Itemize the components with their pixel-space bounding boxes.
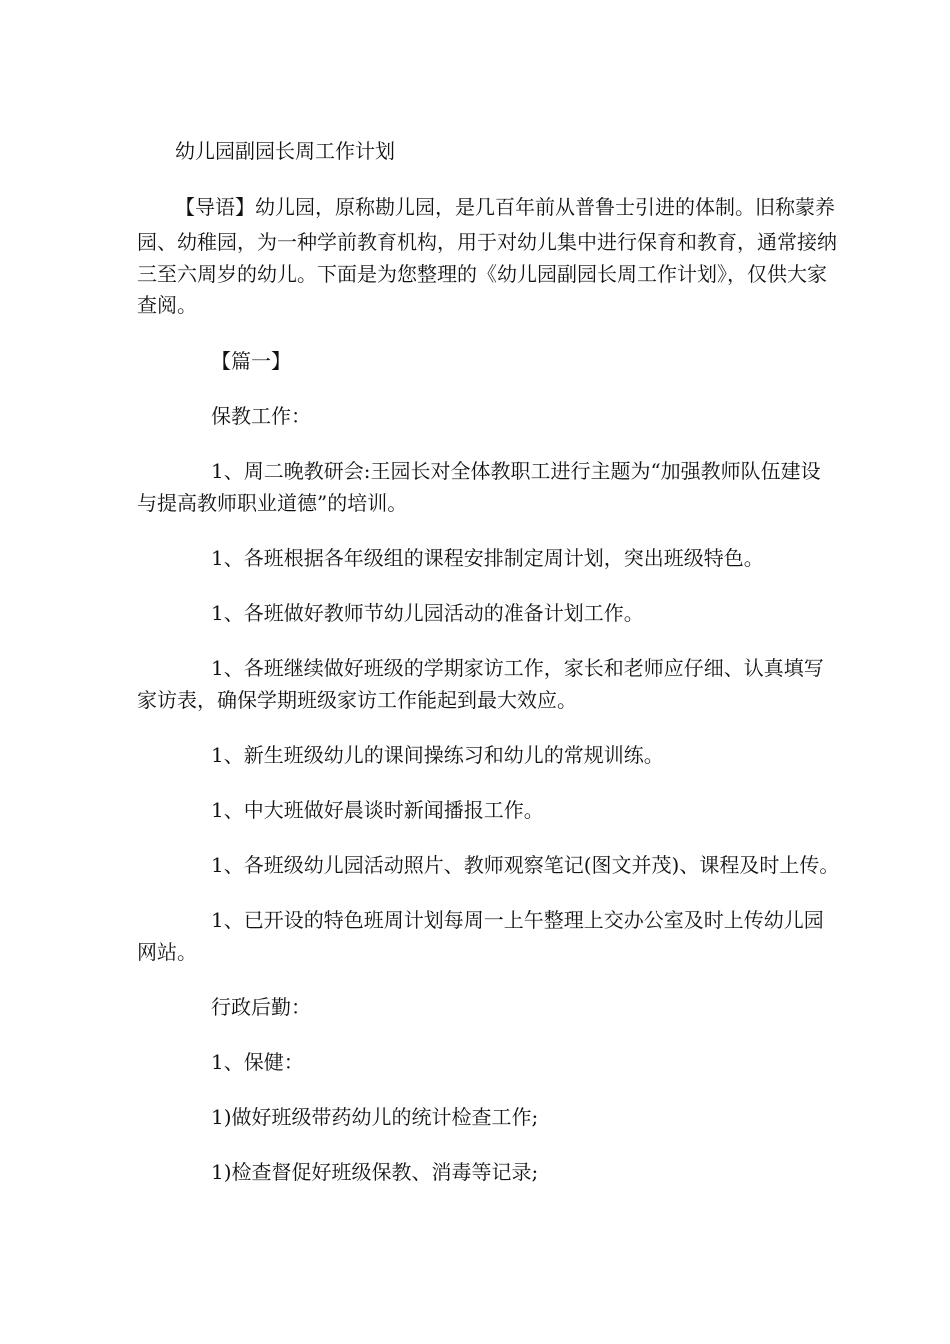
section-heading: 【篇一】 — [211, 349, 291, 373]
baojiao-heading: 保教工作： — [211, 404, 311, 428]
xingzheng-heading: 行政后勤： — [211, 995, 311, 1019]
document-title: 幼儿园副园长周工作计划 — [175, 139, 395, 163]
xingzheng-sub-heading: 1、保健： — [211, 1050, 304, 1074]
intro-line-1: 【导语】幼儿园，原称勘儿园，是几百年前从普鲁士引进的体制。旧称蒙养 — [175, 195, 835, 219]
baojiao-item-8-line-1: 1、已开设的特色班周计划每周一上午整理上交办公室及时上传幼儿园 — [211, 908, 824, 932]
baojiao-item-5: 1、新生班级幼儿的课间操练习和幼儿的常规训练。 — [211, 743, 664, 767]
xingzheng-sub-item-2: 1)检查督促好班级保教、消毒等记录; — [211, 1160, 539, 1184]
intro-line-3: 三至六周岁的幼儿。下面是为您整理的《幼儿园副园长周工作计划》，仅供大家 — [137, 262, 827, 286]
baojiao-item-1-line-2: 与提高教师职业道德”的培训。 — [137, 491, 408, 515]
baojiao-item-4-line-1: 1、各班继续做好班级的学期家访工作，家长和老师应仔细、认真填写 — [211, 656, 824, 680]
xingzheng-sub-item-1: 1)做好班级带药幼儿的统计检查工作; — [211, 1105, 539, 1129]
baojiao-item-7: 1、各班级幼儿园活动照片、教师观察笔记(图文并茂)、课程及时上传。 — [211, 853, 840, 877]
baojiao-item-3: 1、各班做好教师节幼儿园活动的准备计划工作。 — [211, 601, 644, 625]
intro-line-4: 查阅。 — [137, 293, 197, 317]
intro-line-2: 园、幼稚园，为一种学前教育机构，用于对幼儿集中进行保育和教育，通常接纳 — [137, 230, 837, 254]
baojiao-item-6: 1、中大班做好晨谈时新闻播报工作。 — [211, 798, 544, 822]
baojiao-item-1-line-1: 1、周二晚教研会:王园长对全体教职工进行主题为“加强教师队伍建设 — [211, 459, 821, 483]
baojiao-item-8-line-2: 网站。 — [137, 940, 197, 964]
baojiao-item-2: 1、各班根据各年级组的课程安排制定周计划，突出班级特色。 — [211, 546, 764, 570]
baojiao-item-4-line-2: 家访表，确保学期班级家访工作能起到最大效应。 — [137, 688, 577, 712]
